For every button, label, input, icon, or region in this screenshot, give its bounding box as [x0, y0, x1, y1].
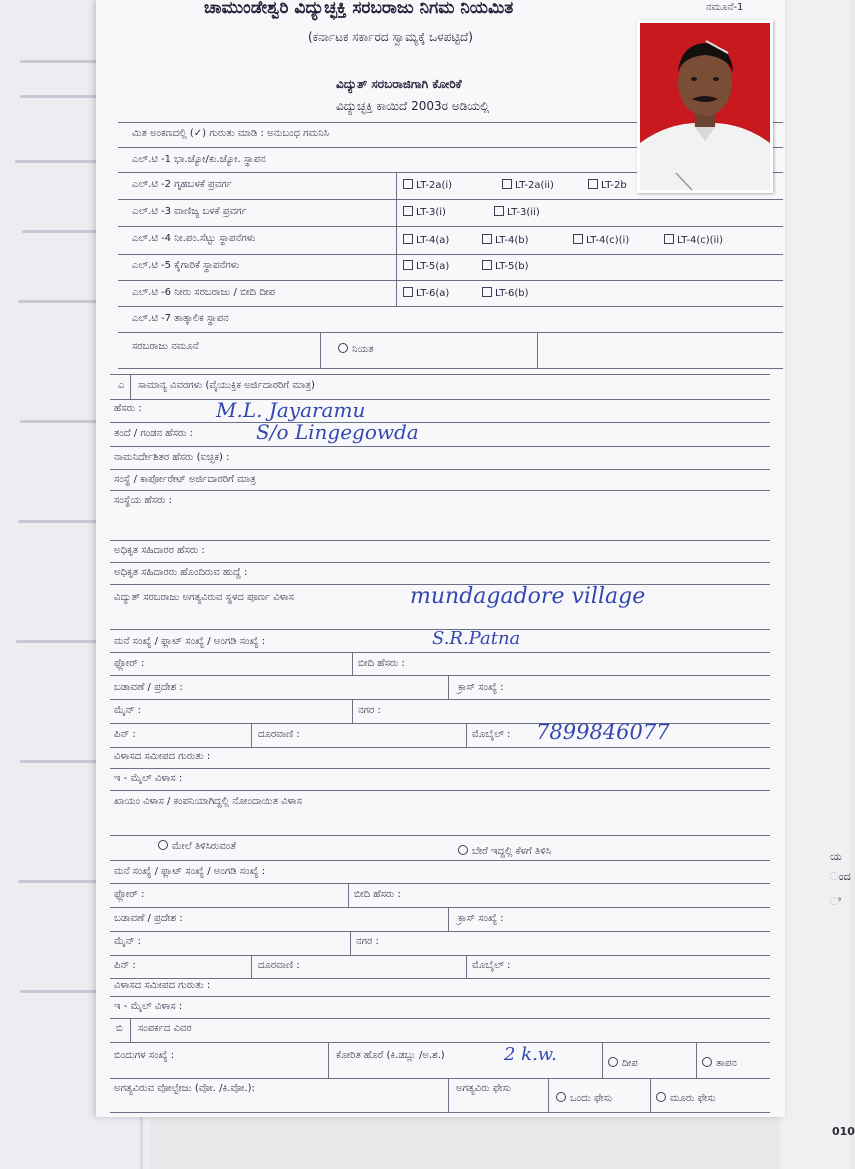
supply-address-label: ವಿದ್ಯುತ್ ಸರಬರಾಜು ಅಗತ್ಯವಿರುವ ಸ್ಥಳದ ಪೂರ್ಣ ವಿಳಾಸ: [114, 592, 294, 603]
different-address-option[interactable]: ಬೇರೆ ಇದ್ದಲ್ಲಿ ಕೆಳಗೆ ತಿಳಿಸಿ: [458, 845, 551, 857]
company-name-label: ಸಂಸ್ಥೆಯ ಹೆಸರು :: [114, 495, 173, 506]
option-lt3-ii[interactable]: LT-3(ii): [494, 206, 540, 218]
perm-mobile-label: ಮೊಬೈಲ್ :: [472, 960, 511, 971]
phase-label: ಅಗತ್ಯವಿರು ಫೇಸು: [456, 1083, 511, 1094]
option-lt2b[interactable]: LT-2b: [588, 179, 627, 191]
category-lt1: ಎಲ್.ಟಿ -1 ಭಾ.ಜ್ಯೋ/ಕು.ಜ್ಯೋ. ಸ್ಥಾಪನ: [132, 154, 266, 165]
instruction: ಮಿತ ಅಂಕಣದಲ್ಲಿ (✓) ಗುರುತು ಮಾಡಿ : ಅನುಬಂಧ ಗಮನಿಸಿ: [132, 128, 329, 139]
checkbox-icon: [403, 287, 413, 297]
three-phase-option[interactable]: ಮೂರು ಫೇಸು: [656, 1092, 716, 1104]
checkbox-icon: [403, 179, 413, 189]
option-lt6b[interactable]: LT-6(b): [482, 287, 529, 299]
father-name-label: ತಂದೆ / ಗಂಡನ ಹೆಸರು :: [114, 428, 193, 439]
radio-icon: [556, 1092, 566, 1102]
company-section-label: ಸಂಸ್ಥೆ / ಕಾರ್ಪೋರೇಟ್ ಅರ್ಜಿದಾರರಿಗೆ ಮಾತ್ರ: [114, 474, 256, 485]
checkbox-icon: [482, 260, 492, 270]
side-text-3: ಿ: [830, 895, 841, 908]
authorised-designation-label: ಅಧಿಕೃತ ಸಹಿದಾರರು ಹೊಂದಿರುವ ಹುದ್ದೆ :: [114, 567, 248, 578]
area-label: ಬಡಾವಣೆ / ಪ್ರದೇಶ :: [114, 682, 183, 693]
perm-city-label: ನಗರ :: [356, 936, 379, 947]
perm-landmark-label: ವಿಳಾಸದ ಸಮೀಪದ ಗುರುತು :: [114, 980, 211, 991]
option-lt4b[interactable]: LT-4(b): [482, 234, 529, 246]
perm-main-label: ಮೈನ್ :: [114, 936, 141, 947]
email-label: ಇ - ಮೈಲ್ ವಿಳಾಸ :: [114, 773, 183, 784]
form-number: ನಮೂನೆ-1: [706, 2, 744, 13]
option-lt4c-ii[interactable]: LT-4(c)(ii): [664, 234, 723, 246]
perm-area-label: ಬಡಾವಣೆ / ಪ್ರದೇಶ :: [114, 913, 183, 924]
lamp-option[interactable]: ದೀಪ: [608, 1057, 638, 1069]
option-lt2a-ii[interactable]: LT-2a(ii): [502, 179, 554, 191]
landmark-label: ವಿಳಾಸದ ಸಮೀಪದ ಗುರುತು :: [114, 751, 211, 762]
section-a-letter: ಎ: [118, 380, 125, 391]
side-text-1: ಯ: [830, 850, 842, 863]
perm-pin-label: ಪಿನ್ :: [114, 960, 136, 971]
radio-icon: [608, 1057, 618, 1067]
category-lt3: ಎಲ್.ಟಿ -3 ವಾಣಿಜ್ಯ ಬಳಕೆ ಪ್ರವರ್ಗ: [132, 206, 247, 217]
section-a-title: ಸಾಮಾನ್ಯ ವಿವರಗಳು (ವೈಯುಕ್ತಿಕ ಅರ್ಜಿದಾರರಿಗೆ ಮಾತ್ರ): [138, 380, 315, 391]
perm-email-label: ಇ - ಮೈಲ್ ವಿಳಾಸ :: [114, 1001, 183, 1012]
father-name-value[interactable]: S/o Lingegowda: [256, 420, 419, 444]
radio-icon: [702, 1057, 712, 1067]
category-lt4: ಎಲ್.ಟಿ -4 ನೀ.ಪಂ.ಸೆಟ್ಟು ಸ್ಥಾಪನೆಗಳು: [132, 233, 256, 244]
mobile-label: ಮೊಬೈಲ್ :: [472, 729, 511, 740]
voltage-label: ಅಗತ್ಯವಿರುವ ವೋಲ್ಟೇಜು (ವೋ. /ಕಿ.ವೋ.):: [114, 1083, 255, 1094]
heating-option[interactable]: ತಾಪನ: [702, 1057, 737, 1069]
checkbox-icon: [403, 206, 413, 216]
perm-house-number-label: ಮನೆ ಸಂಖ್ಯೆ / ಫ್ಲಾಟ್ ಸಂಖ್ಯೆ / ಅಂಗಡಿ ಸಂಖ್ಯೆ :: [114, 866, 266, 877]
radio-icon: [458, 845, 468, 855]
pin-label: ಪಿನ್ :: [114, 729, 136, 740]
checkbox-icon: [403, 260, 413, 270]
checkbox-icon: [403, 234, 413, 244]
permanent-address-label: ಖಾಯಂ ವಿಳಾಸ / ಕಂಪನಿಯಾಗಿದ್ದಲ್ಲಿ ನೋಂದಾಯಿತ ವಿಳಾಸ: [114, 796, 302, 807]
city-label: ನಗರ :: [358, 705, 381, 716]
applicant-portrait: [640, 23, 770, 190]
perm-phone-label: ದೂರವಾಣಿ :: [258, 960, 300, 971]
supply-option-regular[interactable]: ನಿಯತ: [338, 343, 374, 355]
same-as-above-option[interactable]: ಮೇಲೆ ತಿಳಿಸಿರುವಂತೆ: [158, 840, 236, 852]
option-lt4a[interactable]: LT-4(a): [403, 234, 449, 246]
side-text-2: ಂದ: [830, 870, 851, 883]
checkbox-icon: [664, 234, 674, 244]
checkbox-icon: [482, 287, 492, 297]
category-lt6: ಎಲ್.ಟಿ -6 ನೀರು ಸರಬರಾಜು / ಬೀದಿ ದೀಪ: [132, 287, 276, 298]
single-phase-option[interactable]: ಒಂದು ಫೇಸು: [556, 1092, 612, 1104]
applicant-photo: [637, 20, 773, 193]
name-value[interactable]: M.L. Jayaramu: [216, 398, 366, 422]
radio-icon: [158, 840, 168, 850]
cross-label: ಕ್ರಾಸ್ ಸಂಖ್ಯೆ :: [458, 682, 504, 693]
supply-address-value[interactable]: mundagadore village: [410, 584, 646, 609]
govt-note: (ಕರ್ನಾಟಕ ಸರ್ಕಾರದ ಸ್ವಾಮ್ಯಕ್ಕೆ ಒಳಪಟ್ಟಿದೆ): [308, 30, 473, 44]
option-lt4c-i[interactable]: LT-4(c)(i): [573, 234, 629, 246]
category-lt7: ಎಲ್.ಟಿ -7 ತಾತ್ಕಾಲಿಕ ಸ್ಥಾಪನ: [132, 313, 229, 324]
checkbox-icon: [588, 179, 598, 189]
checkbox-icon: [573, 234, 583, 244]
phone-label: ದೂರವಾಣಿ :: [258, 729, 300, 740]
checkbox-icon: [502, 179, 512, 189]
category-lt2: ಎಲ್.ಟಿ -2 ಗೃಹಬಳಕೆ ಪ್ರವರ್ಗ: [132, 179, 232, 190]
form-title: ವಿದ್ಯುತ್ ಸರಬರಾಜಿಗಾಗಿ ಕೋರಿಕೆ: [336, 77, 462, 91]
section-b-letter: ಬಿ: [116, 1023, 123, 1034]
house-number-label: ಮನೆ ಸಂಖ್ಯೆ / ಫ್ಲಾಟ್ ಸಂಖ್ಯೆ / ಅಂಗಡಿ ಸಂಖ್ಯೆ :: [114, 636, 266, 647]
perm-cross-label: ಕ್ರಾಸ್ ಸಂಖ್ಯೆ :: [458, 913, 504, 924]
authorised-name-label: ಅಧಿಕೃತ ಸಹಿದಾರರ ಹೆಸರು :: [114, 545, 205, 556]
radio-icon: [656, 1092, 666, 1102]
option-lt5b[interactable]: LT-5(b): [482, 260, 529, 272]
street-label: ಬೀದಿ ಹೆಸರು :: [358, 658, 405, 669]
radio-icon: [338, 343, 348, 353]
form-subtitle: ವಿದ್ಯುಚ್ಛಕ್ತಿ ಕಾಯಿದೆ 2003ರ ಅಡಿಯಲ್ಲಿ: [336, 99, 490, 113]
option-lt3-i[interactable]: LT-3(i): [403, 206, 446, 218]
mobile-value[interactable]: 7899846077: [536, 720, 670, 744]
option-lt5a[interactable]: LT-5(a): [403, 260, 449, 272]
page-number: 010: [832, 1125, 855, 1138]
category-lt5: ಎಲ್.ಟಿ -5 ಕೈಗಾರಿಕೆ ಸ್ಥಾಪನೆಗಳು: [132, 260, 240, 271]
perm-street-label: ಬೀದಿ ಹೆಸರು :: [354, 889, 401, 900]
option-lt6a[interactable]: LT-6(a): [403, 287, 449, 299]
main-label: ಮೈನ್ :: [114, 705, 141, 716]
load-label: ಕೋರಿತ ಹೊರೆ (ಕಿ.ಡಬ್ಲು /ಅ.ಶ.): [336, 1050, 445, 1061]
company-name: ಚಾಮುಂಡೇಶ್ವರಿ ವಿದ್ಯುಚ್ಛಕ್ತಿ ಸರಬರಾಜು ನಿಗಮ ನಿಯಮಿತ: [204, 0, 514, 18]
supply-type-label: ಸರಬರಾಜು ನಮೂನೆ: [132, 341, 199, 352]
floor-label: ಫ್ಲೋರ್ :: [114, 658, 145, 669]
perm-floor-label: ಫ್ಲೋರ್ :: [114, 889, 145, 900]
house-number-value[interactable]: S.R.Patna: [432, 628, 521, 649]
checkbox-icon: [494, 206, 504, 216]
option-lt2a-i[interactable]: LT-2a(i): [403, 179, 452, 191]
nominee-label: ನಾಮನಿರ್ದೇಶಿತರ ಹೆಸರು (ಐಚ್ಛಿಕ) :: [114, 452, 230, 463]
points-label: ಬಿಂದುಗಳ ಸಂಖ್ಯೆ :: [114, 1050, 175, 1061]
right-margin: [780, 0, 855, 1169]
load-value[interactable]: 2 k.w.: [504, 1044, 557, 1065]
name-label: ಹೆಸರು :: [114, 403, 142, 414]
section-b-title: ಸಂಪರ್ಕದ ವಿವರ: [138, 1023, 192, 1034]
checkbox-icon: [482, 234, 492, 244]
